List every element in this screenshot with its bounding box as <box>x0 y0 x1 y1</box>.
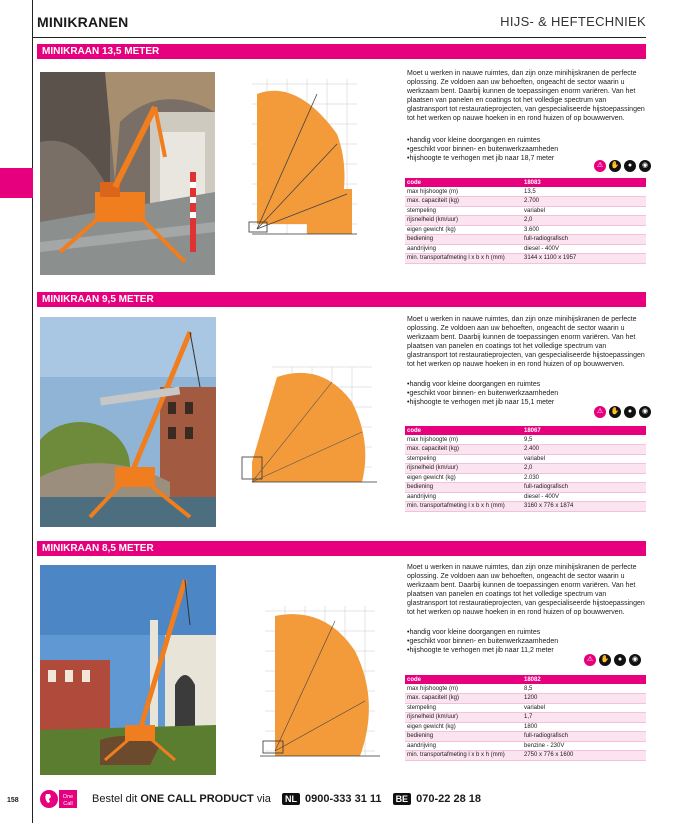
table-row <box>405 684 646 694</box>
svg-text:One: One <box>62 794 74 800</box>
spec-code-value: 18067 <box>522 426 646 435</box>
feature-list <box>407 380 647 407</box>
product-description: Moet u werken in nauwe ruimtes, dan zijn onze minihijskranen de perfecte oplossing. Ze voldoen aan uw behoeften, ongeacht de sector waarin u werkzaam bent. Daarbij kunnen de toepassingen enorm variëren. Van het plaatsen van panelen en coatings tot het volledige spectrum van glastransport tot restauratieprojecten, van gespecialiseerde hijstoepassingen tot het werken op nauwe hoeken in en rond huizen of op bouwwerven. <box>407 316 645 368</box>
spec-value: 1,7 <box>522 713 646 723</box>
spec-label: min. transportafmeting l x b x h (mm) <box>405 751 522 761</box>
feature-item: • handig voor kleine doorgangen en ruimtes <box>407 380 647 389</box>
product-photo <box>40 565 216 775</box>
safety-icons <box>594 406 651 418</box>
table-row <box>405 435 646 445</box>
table-row <box>405 225 646 235</box>
spec-table <box>405 675 646 761</box>
table-row <box>405 502 646 512</box>
section-title-bar: MINIKRAAN 9,5 METER <box>37 292 646 307</box>
spec-label: eigen gewicht (kg) <box>405 722 522 732</box>
be-phone-link[interactable]: 070-22 28 18 <box>416 793 481 805</box>
table-row <box>405 741 646 751</box>
table-row <box>405 254 646 264</box>
spec-code-label: code <box>405 426 522 435</box>
order-suffix: via <box>256 793 271 805</box>
page-number: 158 <box>7 797 19 804</box>
gloves-icon: ✋ <box>609 160 621 172</box>
table-row <box>405 235 646 245</box>
spec-value: 1200 <box>522 694 646 704</box>
safety-icon: ⚠ <box>584 654 596 666</box>
safety-icon: ⚠ <box>594 406 606 418</box>
spec-value: 13,5 <box>522 187 646 197</box>
spec-value: 2,0 <box>522 464 646 474</box>
feature-item: • geschikt voor binnen- en buitenwerkzaamheden <box>407 145 647 154</box>
spec-value: variabel <box>522 206 646 216</box>
nl-phone-link[interactable]: 0900-333 31 11 <box>305 793 382 805</box>
spec-value: 2.030 <box>522 473 646 483</box>
spec-value: 2750 x 776 x 1600 <box>522 751 646 761</box>
one-call-logo <box>40 788 78 810</box>
helmet-icon: ● <box>614 654 626 666</box>
feature-item: • hijshoogte te verhogen met jib naar 18,7 meter <box>407 154 647 163</box>
feature-item: • hijshoogte te verhogen met jib naar 15,1 meter <box>407 398 647 407</box>
table-row <box>405 732 646 742</box>
section-title-bar: MINIKRAAN 8,5 METER <box>37 541 646 556</box>
safety-icons <box>584 654 641 666</box>
table-row <box>405 445 646 455</box>
table-row <box>405 206 646 216</box>
spec-value: variabel <box>522 454 646 464</box>
load-chart-diagram <box>227 74 387 244</box>
product-photo <box>40 72 215 275</box>
ear-protection-icon: ◉ <box>629 654 641 666</box>
spec-value: 3144 x 1100 x 1957 <box>522 254 646 264</box>
spec-label: stempeling <box>405 206 522 216</box>
spec-value: 3160 x 776 x 1874 <box>522 502 646 512</box>
spec-label: min. transportafmeting l x b x h (mm) <box>405 502 522 512</box>
order-prefix: Bestel dit <box>92 793 138 805</box>
table-row <box>405 483 646 493</box>
page-title: MINIKRANEN <box>37 14 129 30</box>
left-margin-line <box>32 0 33 823</box>
spec-value: full-radiografisch <box>522 732 646 742</box>
spec-value: 2.400 <box>522 445 646 455</box>
feature-list <box>407 136 647 163</box>
table-row <box>405 694 646 704</box>
spec-code-value: 18083 <box>522 178 646 187</box>
product-section-9-5m <box>37 292 649 532</box>
table-row <box>405 197 646 207</box>
spec-label: stempeling <box>405 454 522 464</box>
load-chart-diagram <box>245 601 395 771</box>
helmet-icon: ● <box>624 160 636 172</box>
spec-value: diesel - 400V <box>522 492 646 502</box>
table-row <box>405 751 646 761</box>
spec-label: bediening <box>405 732 522 742</box>
svg-text:Call: Call <box>63 801 73 807</box>
feature-item: • handig voor kleine doorgangen en ruimtes <box>407 136 647 145</box>
feature-item: • handig voor kleine doorgangen en ruimtes <box>407 628 647 637</box>
product-photo <box>40 317 216 527</box>
spec-label: eigen gewicht (kg) <box>405 473 522 483</box>
spec-code-label: code <box>405 675 522 684</box>
spec-code-label: code <box>405 178 522 187</box>
spec-label: max. capaciteit (kg) <box>405 694 522 704</box>
spec-label: stempeling <box>405 703 522 713</box>
nl-badge: NL <box>282 793 300 805</box>
header-divider <box>33 37 646 38</box>
feature-item: • geschikt voor binnen- en buitenwerkzaamheden <box>407 637 647 646</box>
spec-label: rijsnelheid (km/uur) <box>405 216 522 226</box>
spec-value: 9,5 <box>522 435 646 445</box>
spec-label: max. capaciteit (kg) <box>405 197 522 207</box>
table-row <box>405 473 646 483</box>
spec-value: full-radiografisch <box>522 483 646 493</box>
safety-icon: ⚠ <box>594 160 606 172</box>
spec-label: max. capaciteit (kg) <box>405 445 522 455</box>
table-row <box>405 722 646 732</box>
product-section-8-5m <box>37 541 646 781</box>
spec-label: rijsnelheid (km/uur) <box>405 464 522 474</box>
spec-value: benzine - 230V <box>522 741 646 751</box>
spec-code-value: 18082 <box>522 675 646 684</box>
spec-table <box>405 426 646 512</box>
ear-protection-icon: ◉ <box>639 406 651 418</box>
table-row <box>405 492 646 502</box>
spec-label: max hijshoogte (m) <box>405 435 522 445</box>
table-row <box>405 244 646 254</box>
feature-item: • geschikt voor binnen- en buitenwerkzaamheden <box>407 389 647 398</box>
footer <box>0 787 676 823</box>
spec-value: full-radiografisch <box>522 235 646 245</box>
load-chart-diagram <box>232 362 392 502</box>
be-badge: BE <box>393 793 412 805</box>
spec-label: aandrijving <box>405 741 522 751</box>
spec-value: 2,0 <box>522 216 646 226</box>
section-title-bar: MINIKRAAN 13,5 METER <box>37 44 646 59</box>
spec-value: diesel - 400V <box>522 244 646 254</box>
product-description: Moet u werken in nauwe ruimtes, dan zijn onze minihijskranen de perfecte oplossing. Ze voldoen aan uw behoeften, ongeacht de sector waarin u werkzaam bent. Daarbij kunnen de toepassingen enorm variëren. Van het plaatsen van panelen en coatings tot het volledige spectrum van glastransport tot restauratieprojecten, van gespecialiseerde hijstoepassingen tot het werken op nauwe hoeken in en rond huizen of op bouwwerven. <box>407 564 645 616</box>
order-line <box>92 793 481 805</box>
product-section-13-5m <box>37 44 649 282</box>
spec-label: bediening <box>405 483 522 493</box>
table-row <box>405 187 646 197</box>
table-row <box>405 703 646 713</box>
gloves-icon: ✋ <box>599 654 611 666</box>
spec-table <box>405 178 646 264</box>
spec-value: 2.700 <box>522 197 646 207</box>
spec-label: bediening <box>405 235 522 245</box>
category-title: HIJS- & HEFTECHNIEK <box>500 14 646 29</box>
spec-value: 3.600 <box>522 225 646 235</box>
spec-label: max hijshoogte (m) <box>405 684 522 694</box>
spec-value: 8,5 <box>522 684 646 694</box>
spec-value: variabel <box>522 703 646 713</box>
safety-icons <box>594 160 651 172</box>
table-row <box>405 713 646 723</box>
feature-list <box>407 628 647 655</box>
spec-value: 1800 <box>522 722 646 732</box>
helmet-icon: ● <box>624 406 636 418</box>
gloves-icon: ✋ <box>609 406 621 418</box>
spec-label: rijsnelheid (km/uur) <box>405 713 522 723</box>
table-row <box>405 464 646 474</box>
feature-item: • hijshoogte te verhogen met jib naar 11,2 meter <box>407 646 647 655</box>
product-description: Moet u werken in nauwe ruimtes, dan zijn onze minihijskranen de perfecte oplossing. Ze voldoen aan uw behoeften, ongeacht de sector waarin u werkzaam bent. Daarbij kunnen de toepassingen enorm variëren. Van het plaatsen van panelen en coatings tot het volledige spectrum van glastransport tot restauratieprojecten, van gespecialiseerde hijstoepassingen tot het werken op nauwe hoeken in en rond huizen of op bouwwerven. <box>407 70 645 122</box>
table-row <box>405 454 646 464</box>
spec-label: max hijshoogte (m) <box>405 187 522 197</box>
spec-label: aandrijving <box>405 492 522 502</box>
spec-label: aandrijving <box>405 244 522 254</box>
table-row <box>405 216 646 226</box>
order-product: ONE CALL PRODUCT <box>140 793 254 805</box>
section-tab-marker <box>0 168 33 198</box>
spec-label: min. transportafmeting l x b x h (mm) <box>405 254 522 264</box>
spec-label: eigen gewicht (kg) <box>405 225 522 235</box>
ear-protection-icon: ◉ <box>639 160 651 172</box>
